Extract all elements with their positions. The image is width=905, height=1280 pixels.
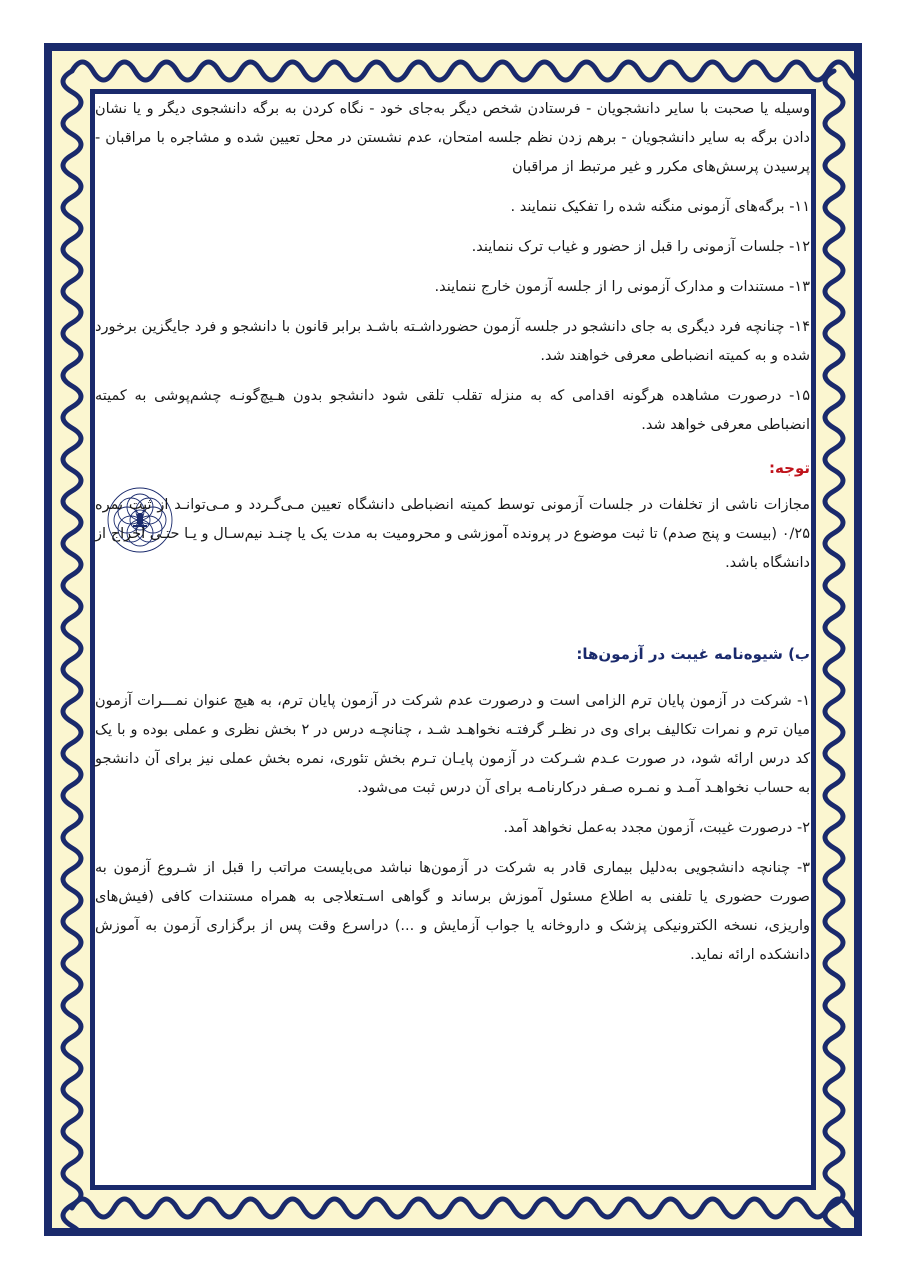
note-text: مجازات ناشی از تخلفات در جلسات آزمونی توسط کمیته انضباطی دانشگاه تعیین مـی‌گـردد و مـی‌توانـد از ثبت نمره ۰/۲۵ (بیست و پنج صدم) تا ثبت موضوع در پرونده آموزشی و محرومیت به مدت یک یا چنـد نیم‌سـال و یـا حتـی اخراج از دانشگاه باشد.	[95, 497, 810, 571]
absence-rule-2: ۲- درصورت غیبت، آزمون مجدد به‌عمل نخواهد آمد.	[503, 820, 810, 836]
rule-13: ۱۳- مستندات و مدارک آزمونی را از جلسه آزمون خارج ننمایند.	[434, 279, 810, 295]
absence-rule-3: ۳- چنانچه دانشجویی به‌دلیل بیماری قادر به شرکت در آزمون‌ها نباشد می‌بایست مراتب را قبل از شـروع آزمون به صورت حضوری یا تلفنی به اطلاع مسئول آموزش برساند و گواهی اسـتعلاجی به همراه مستندات کافی (فیش‌های واریزی، نسخه الکترونیکی پزشک و داروخانه یا جواب آزمایش و ...) دراسرع وقت پس از برگزاری آزمون به آموزش دانشکده ارائه نماید.	[95, 860, 810, 963]
document-body	[95, 95, 810, 1145]
paragraph-violations: وسیله یا صحبت با سایر دانشجویان - فرستادن شخص دیگر به‌جای خود - نگاه کردن به برگه دانشجوی دیگر و یا نشان دادن برگه به سایر دانشجویان - برهم زدن نظم جلسه امتحان، عدم نشستن در محل تعیین شده و مشاجره با مراقبان - پرسیدن پرسش‌های مکرر و غیر مرتبط از مراقبان	[95, 101, 810, 175]
note-heading: توجه:	[769, 459, 810, 477]
rule-11: ۱۱- برگه‌های آزمونی منگنه شده را تفکیک ننمایند .	[510, 199, 810, 215]
absence-rule-1: ۱- شرکت در آزمون پایان ترم الزامی است و درصورت عدم شرکت در آزمون پایان ترم، به هیچ عنوان نمـــرات آزمون میان ترم و نمرات تکالیف برای وی در نظـر گرفتـه نخواهـد شـد ، چنانچـه درس در ۲ بخش نظری و عملی بوده و با یک کد درس ارائه شود، در صورت عـدم شـرکت در آزمون پایـان تـرم بخش تئوری، نمره بخش عملی نیز برای آن دانشجو به حساب نخواهـد آمـد و نمـره صـفر درکارنامـه برای آن درس ثبت می‌شود.	[95, 693, 810, 796]
rule-15: ۱۵- درصورت مشاهده هرگونه اقدامی که به منزله تقلب تلقی شود دانشجو بدون هـیچ‌گونـه چشم‌پوشی به کمیته انضباطی معرفی خواهد شد.	[95, 388, 810, 433]
rule-12: ۱۲- جلسات آزمونی را قبل از حضور و غیاب ترک ننمایند.	[471, 239, 810, 255]
section-b-heading: ب) شیوه‌نامه غیبت در آزمون‌ها:	[576, 645, 810, 663]
rule-14: ۱۴- چنانچه فرد دیگری به جای دانشجو در جلسه آزمون حضورداشـته باشـد برابر قانون با دانشجو و فرد جایگزین برخورد شده و به کمیته انضباطی معرفی خواهند شد.	[95, 319, 810, 364]
